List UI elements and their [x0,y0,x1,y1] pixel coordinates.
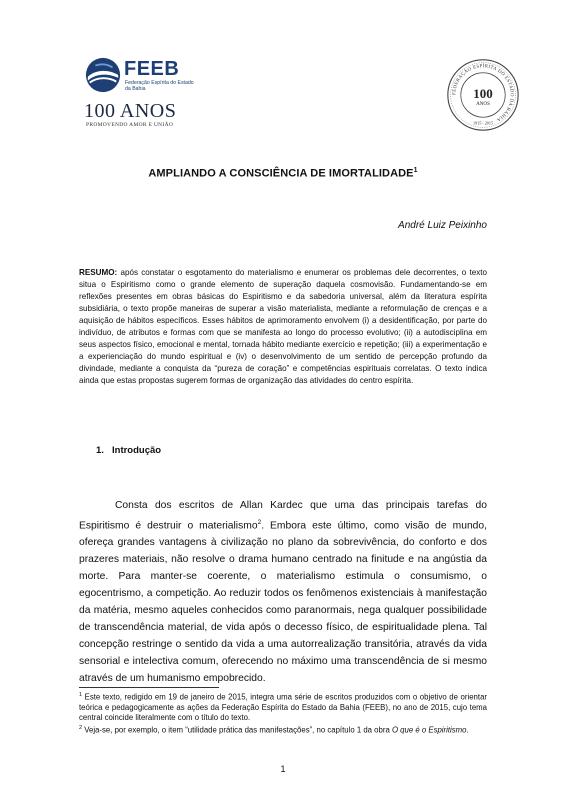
seal-sub: ANOS [476,101,490,108]
feeb-subtitle: Federação Espírita do Estado da Bahia [125,80,194,92]
centenary-seal [446,58,520,132]
seal-years: 1915 - 2015 [472,120,494,126]
footnote-2-text: Veja-se, por exemplo, o item “utilidade prática das manifestações”, no capítulo 1 da obra [82,725,392,735]
title-text: AMPLIANDO A CONSCIÊNCIA DE IMORTALIDADE [148,167,414,180]
page-number: 1 [280,764,286,774]
feeb-logo [78,54,194,132]
anos-label: 100 ANOS [84,100,177,122]
seal-ring-text: FEDERAÇÃO ESPÍRITA DO ESTADO DA BAHIA [452,64,514,122]
body-text-part1: Consta dos escritos de Allan Kardec que uma das principais tarefas do Espiritismo é destruir o materialismo [79,500,487,532]
footnote-1-text: Este texto, redigido em 19 de janeiro de 2015, integra uma série de escritos produzidos com o objetivo de orientar teórica e pedagogicamente as ações da Federação Espírita do Estado da Bahia (FEEB), no ano de 2015, cujo tema central coincide literalmente com o título do texto. [79,692,487,722]
footnote-2-end: . [466,725,469,735]
abstract-text: após constatar o esgotamento do materialismo e enumerar os problemas dele decorrentes, o texto situa o Espiritismo como o grande elemento de superação daquela cosmovisão. Fundamentando-se em reflexões presentes em obras básicas do Espiritismo e da sabedoria universal, além da literatura espírita subsidiária, o texto propõe maneiras de superar a visão materialista, mediante a reformulação de crenças e a aquisição de hábitos específicos. Esses hábitos de aprimoramento envolvem (i) a desidentificação, por parte do indivíduo, de atributos e formas com que se manifesta ao longo do processo evolutivo; (ii) a autodisciplina em seus aspectos físico, emocional e mental, tornada hábito mediante exercício e repetição; (iii) a experimentação e a experienciação do mundo espiritual e (iv) o desenvolvimento de um sentido de percepção profundo da divindade, mediante a conquista da “pureza de coração” e competências espirituais correlatas. O texto indica ainda que estas propostas sugerem formas de organização das atividades do centro espírita. [79,268,487,386]
abstract [79,267,487,387]
globe-icon [84,56,122,94]
footnotes [79,690,487,736]
title-footnote-mark[interactable]: 1 [413,167,418,174]
author-name: André Luiz Peixinho [398,220,487,231]
body-text-part2: . Embora este último, como visão de mundo, ofereça grandes vantagens à civilização no plano da sobrevivência, do conforto e dos prazeres materiais, não resolve o drama humano centrado na finitude e na angústia da morte. Para manter-se coerente, o materialismo estimula o consumismo, o egocentrismo, a competição. Ao reduzir todos os fenômenos existenciais à manifestação da matéria, mesmo aqueles conhecidos como paranormais, nega qualquer possibilidade de transcendência material, de vida após o decesso físico, de espiritualidade plena. Tal concepção restringe o sentido da vida a uma autorrealização transitória, através da vida sensorial e intelectiva comum, oferecendo no máximo uma transcendência de si mesmo através de um humanismo empobrecido. [79,520,487,685]
abstract-label: RESUMO: [79,268,118,277]
section-number: 1. [96,445,104,456]
footnote-2-mark: 2 [79,725,83,732]
feeb-wordmark: FEEB [124,58,180,80]
body-footnote-mark[interactable]: 2 [257,519,262,526]
footnote-2-book-title: O que é o Espiritismo [391,725,467,735]
footnote-separator [79,687,219,688]
seal-center-number: 100 [473,85,493,101]
document-title [0,167,566,180]
footnote-1 [79,690,487,723]
section-heading [96,445,161,456]
body-paragraph [79,497,487,687]
footnote-2 [79,723,487,736]
anos-tagline: PROMOVENDO AMOR E UNIÃO [86,122,174,128]
section-title: Introdução [112,445,162,456]
footnote-1-mark: 1 [79,692,83,698]
